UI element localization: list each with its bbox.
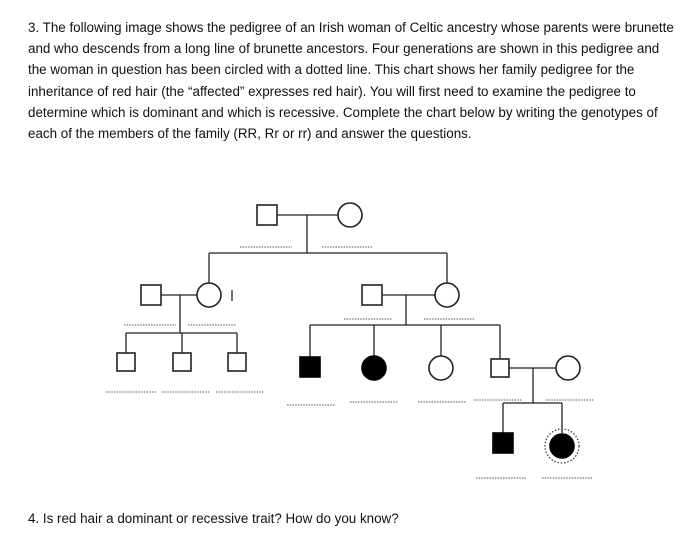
gen2-male-symbol [362,285,382,305]
gen3-affected-female-symbol [362,356,386,380]
gen3-female-symbol [429,356,453,380]
gen2-female-symbol [435,283,459,307]
question-3-text: 3. The following image shows the pedigree of an Irish woman of Celtic ancestry whose parents were brunette and who descends from a long line of brunette ancestors. Four generations are shown in this pedigree and the woman in question has been circled with a dotted line. This chart shows her family pedigree for the inheritance of red hair (the “affected” expresses red hair). You will first need to examine the pedigree to determine which is dominant and which is recessive. Complete the chart below by writing the genotypes of each of the members of the family (RR, Rr or rr) and answer the questions. [28,20,674,142]
gen3-female-symbol [556,356,580,380]
gen3-male-symbol [117,353,135,371]
gen1-female-symbol [338,203,362,227]
gen2-female-symbol [197,283,221,307]
gen3-affected-male-symbol [300,357,320,377]
question-4-text: 4. Is red hair a dominant or recessive trait? How do you know? [28,511,399,526]
gen1-male-symbol [257,205,277,225]
gen4-affected-male-symbol [493,433,513,453]
gen2-male-symbol [141,285,161,305]
gen3-male-symbol [491,359,509,377]
gen3-male-symbol [228,353,246,371]
gen4-affected-female-symbol [550,434,574,458]
gen3-male-symbol [173,353,191,371]
